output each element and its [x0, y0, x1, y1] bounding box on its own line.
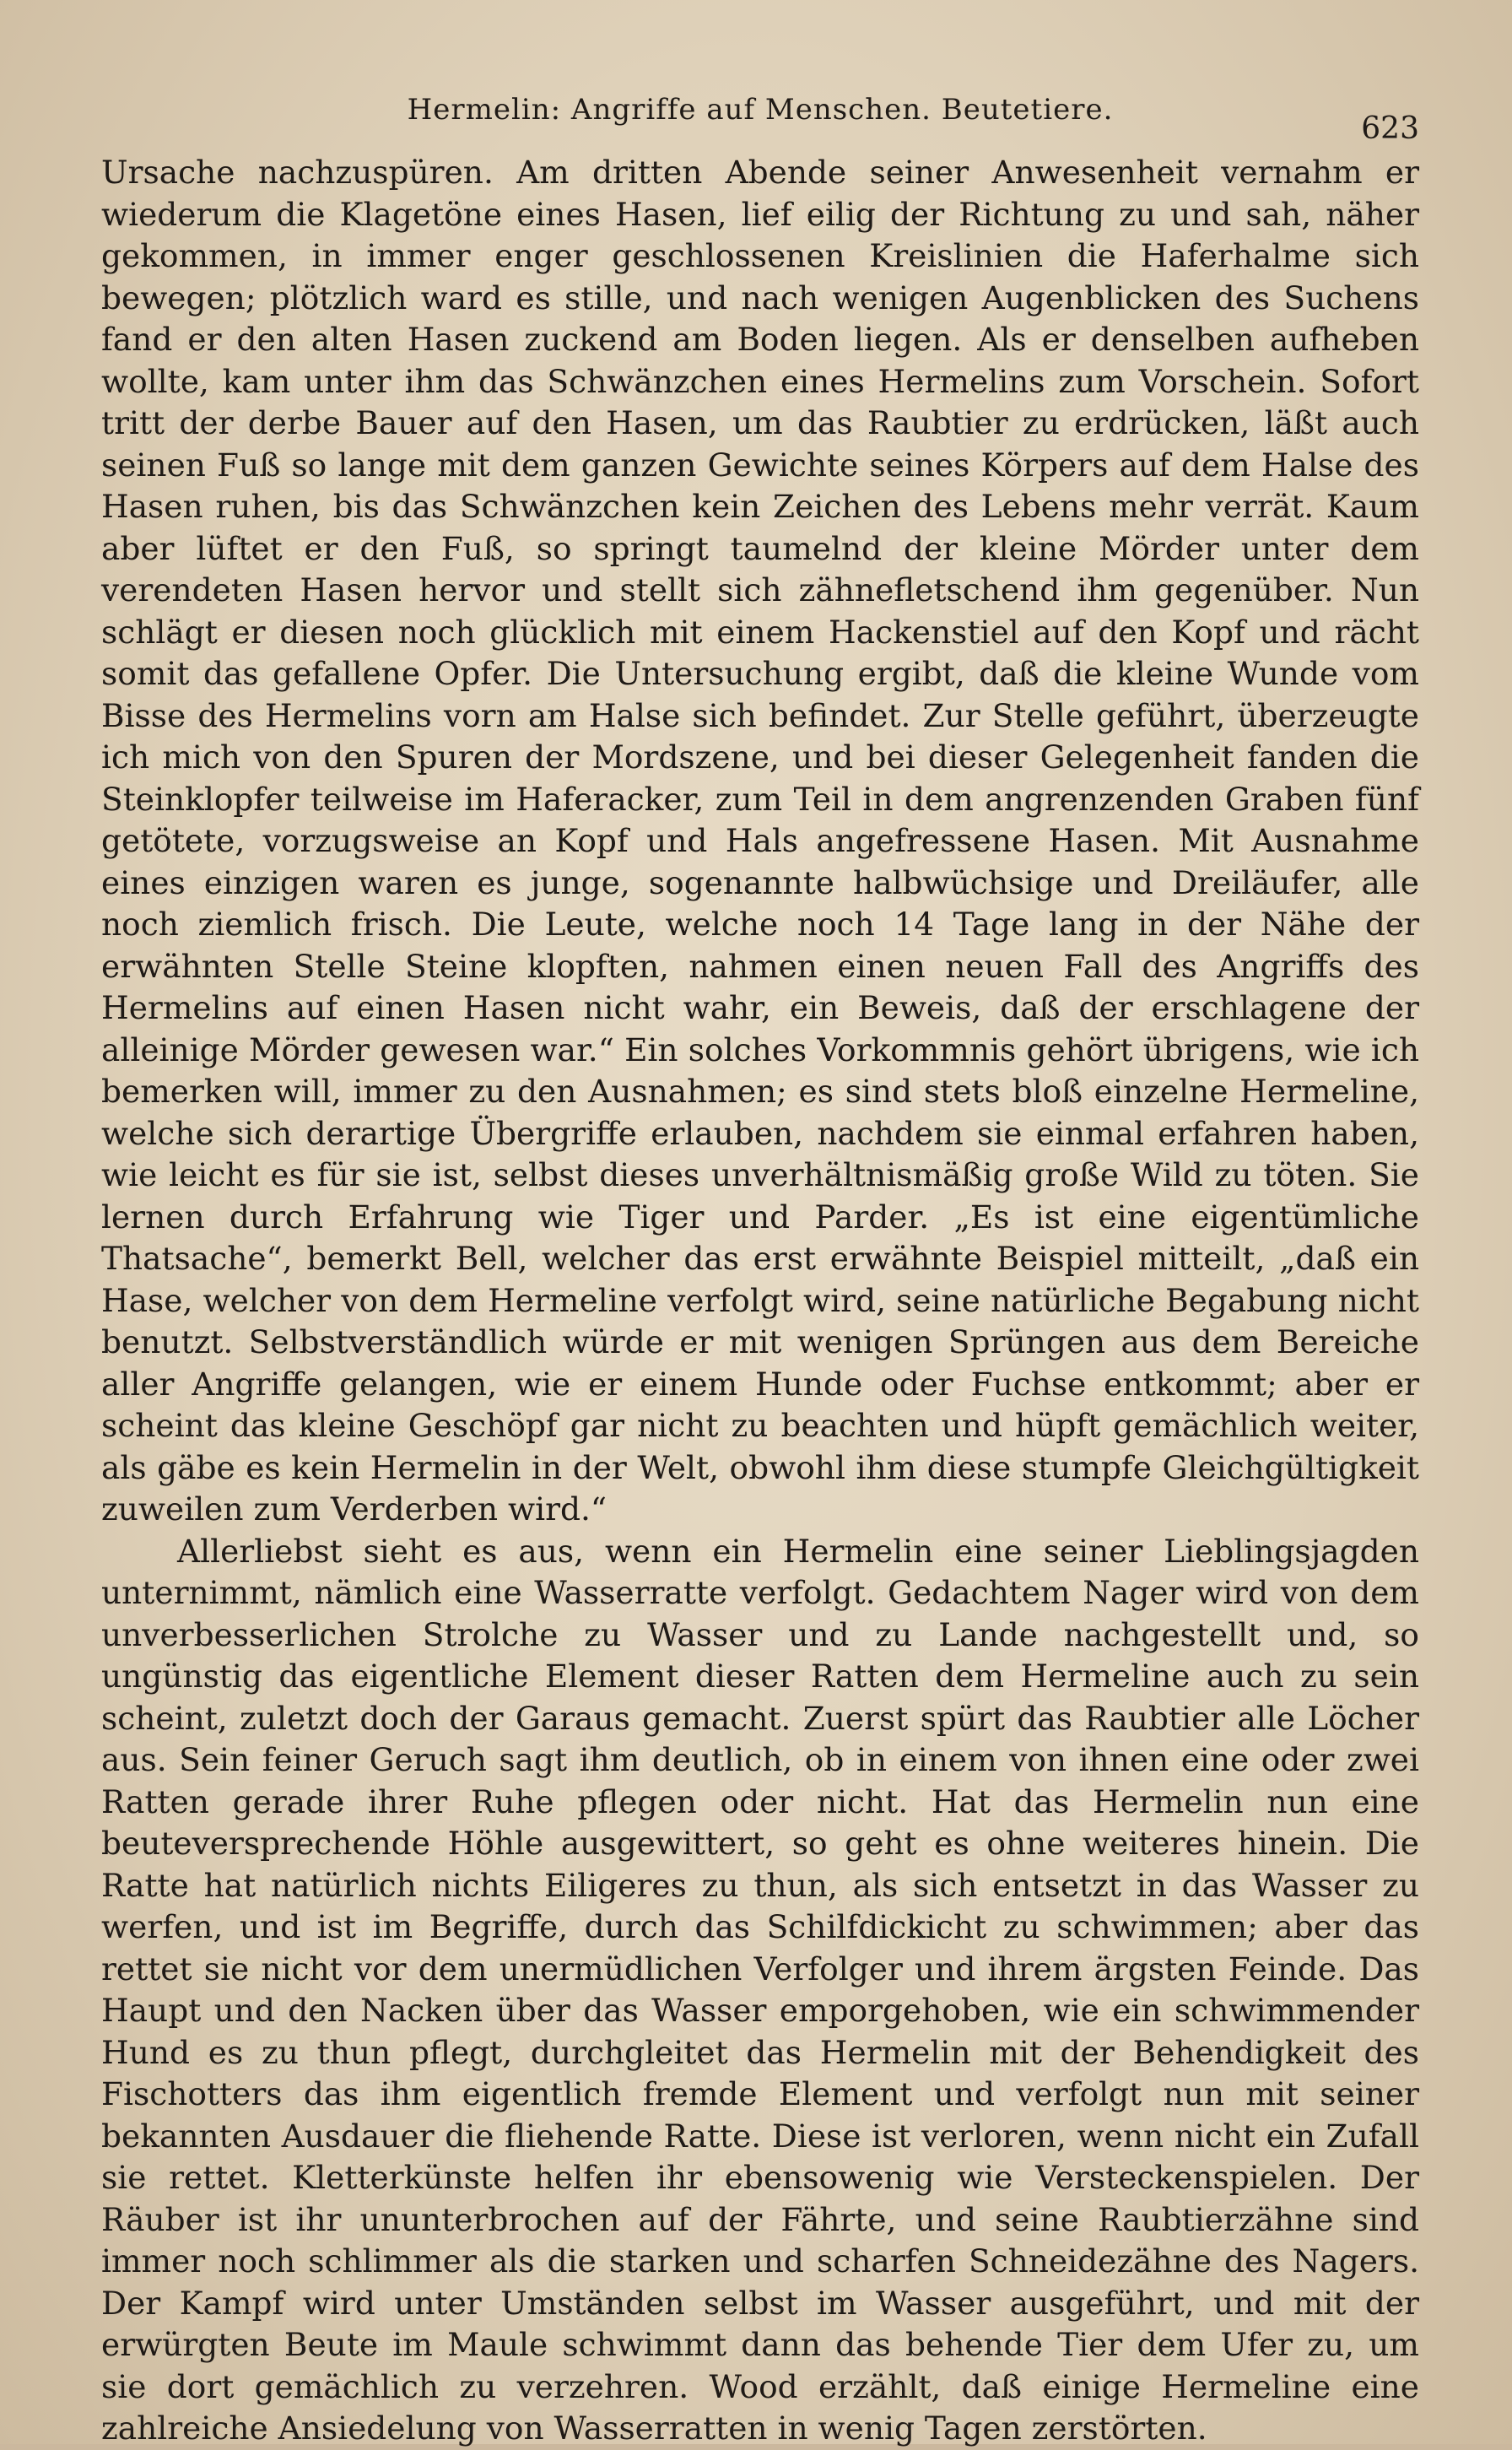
body-text	[101, 152, 1419, 2450]
paragraph-1: Ursache nachzuspüren. Am dritten Abende seiner Anwesenheit vernahm er wiederum die Klagetöne eines Hasen, lief eilig der Richtung zu und sah, näher gekommen, in immer enger geschlossenen Kreislinien die Haferhalme sich bewegen; plötzlich ward es stille, und nach wenigen Augenblicken des Suchens fand er den alten Hasen zuckend am Boden liegen. Als er denselben aufheben wollte, kam unter ihm das Schwänzchen eines Hermelins zum Vorschein. Sofort tritt der derbe Bauer auf den Hasen, um das Raubtier zu erdrücken, läßt auch seinen Fuß so lange mit dem ganzen Gewichte seines Körpers auf dem Halse des Hasen ruhen, bis das Schwänzchen kein Zeichen des Lebens mehr verrät. Kaum aber lüftet er den Fuß, so springt taumelnd der kleine Mörder unter dem verendeten Hasen hervor und stellt sich zähnefletschend ihm gegenüber. Nun schlägt er diesen noch glücklich mit einem Hackenstiel auf den Kopf und rächt somit das gefallene Opfer. Die Untersuchung ergibt, daß die kleine Wunde vom Bisse des Hermelins vorn am Halse sich befindet. Zur Stelle geführt, überzeugte ich mich von den Spuren der Mordszene, und bei dieser Gelegenheit fanden die Steinklopfer teilweise im Haferacker, zum Teil in dem angrenzenden Graben fünf getötete, vorzugsweise an Kopf und Hals angefressene Hasen. Mit Ausnahme eines einzigen waren es junge, sogenannte halbwüchsige und Dreiläufer, alle noch ziemlich frisch. Die Leute, welche noch 14 Tage lang in der Nähe der erwähnten Stelle Steine klopften, nahmen einen neuen Fall des Angriffs des Hermelins auf einen Hasen nicht wahr, ein Beweis, daß der erschlagene der alleinige Mörder gewesen war.“ Ein solches Vorkommnis gehört übrigens, wie ich bemerken will, immer zu den Ausnahmen; es sind stets bloß einzelne Hermeline, welche sich derartige Übergriffe erlauben, nachdem sie einmal erfahren haben, wie leicht es für sie ist, selbst dieses unverhältnismäßig große Wild zu töten. Sie lernen durch Erfahrung wie Tiger und Parder. „Es ist eine eigentümliche Thatsache“, bemerkt Bell, welcher das erst erwähnte Beispiel mitteilt, „daß ein Hase, welcher von dem Hermeline verfolgt wird, seine natürliche Begabung nicht benutzt. Selbstverständlich würde er mit wenigen Sprüngen aus dem Bereiche aller Angriffe gelangen, wie er einem Hunde oder Fuchse entkommt; aber er scheint das kleine Geschöpf gar nicht zu beachten und hüpft gemächlich weiter, als gäbe es kein Hermelin in der Welt, obwohl ihm diese stumpfe Gleichgültigkeit zuweilen zum Verderben wird.“	[101, 154, 1419, 1528]
page-header	[101, 78, 1419, 145]
running-head: Hermelin: Angriffe auf Menschen. Beutetiere.	[407, 93, 1114, 127]
page-number: 623	[1361, 111, 1419, 146]
paragraph-2: Allerliebst sieht es aus, wenn ein Hermelin eine seiner Lieblingsjagden unternimmt, nämlich eine Wasserratte verfolgt. Gedachtem Nager wird von dem unverbesserlichen Strolche zu Wasser und zu Lande nachgestellt und, so ungünstig das eigentliche Element dieser Ratten dem Hermeline auch zu sein scheint, zuletzt doch der Garaus gemacht. Zuerst spürt das Raubtier alle Löcher aus. Sein feiner Geruch sagt ihm deutlich, ob in einem von ihnen eine oder zwei Ratten gerade ihrer Ruhe pflegen oder nicht. Hat das Hermelin nun eine beuteversprechende Höhle ausgewittert, so geht es ohne weiteres hinein. Die Ratte hat natürlich nichts Eiligeres zu thun, als sich entsetzt in das Wasser zu werfen, und ist im Begriffe, durch das Schilfdickicht zu schwimmen; aber das rettet sie nicht vor dem unermüdlichen Verfolger und ihrem ärgsten Feinde. Das Haupt und den Nacken über das Wasser emporgehoben, wie ein schwimmender Hund es zu thun pflegt, durchgleitet das Hermelin mit der Behendigkeit des Fischotters das ihm eigentlich fremde Element und verfolgt nun mit seiner bekannten Ausdauer die fliehende Ratte. Diese ist verloren, wenn nicht ein Zufall sie rettet. Kletterkünste helfen ihr ebensowenig wie Versteckenspielen. Der Räuber ist ihr ununterbrochen auf der Fährte, und seine Raubtierzähne sind immer noch schlimmer als die starken und scharfen Schneidezähne des Nagers. Der Kampf wird unter Umständen selbst im Wasser ausgeführt, und mit der erwürgten Beute im Maule schwimmt dann das behende Tier dem Ufer zu, um sie dort gemächlich zu verzehren. Wood erzählt, daß einige Hermeline eine zahlreiche Ansiedelung von Wasserratten in wenig Tagen zerstörten.	[101, 1532, 1419, 2447]
